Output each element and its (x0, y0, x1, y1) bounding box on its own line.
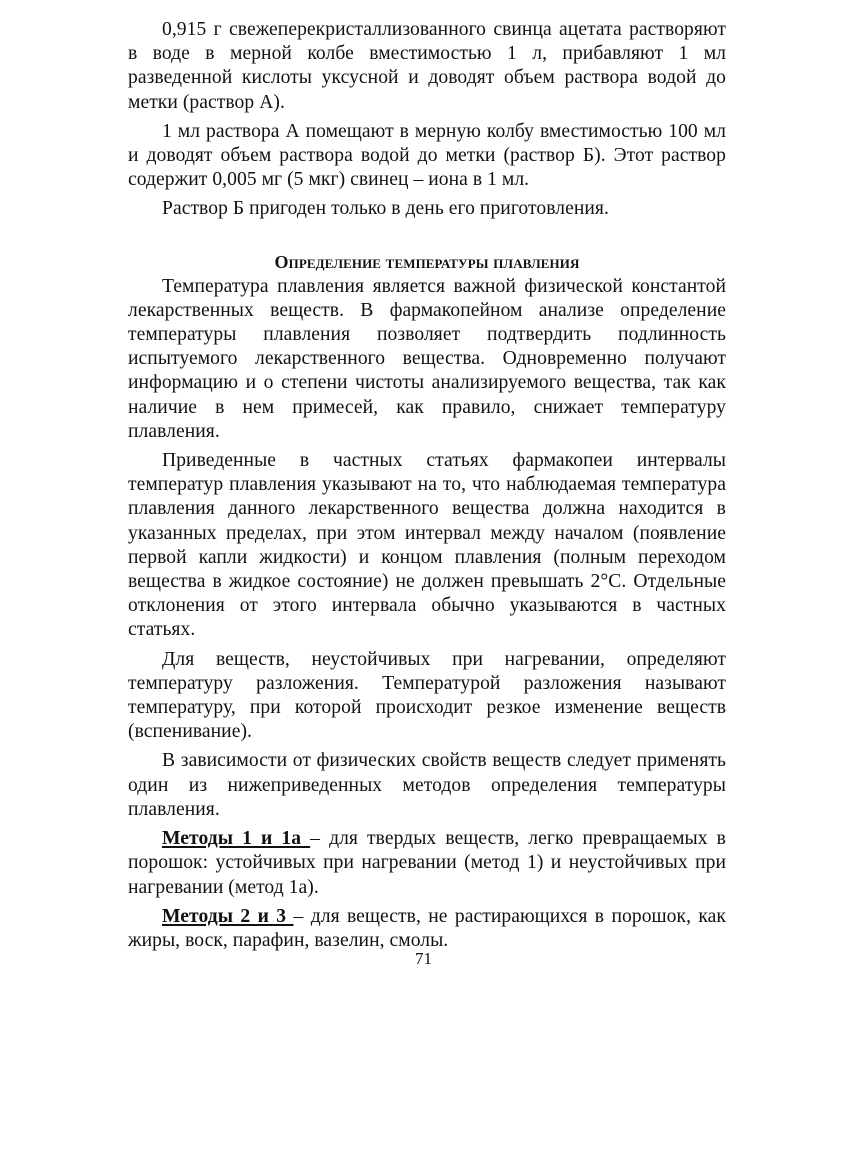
paragraph-solution-b: 1 мл раствора А помещают в мерную колбу вместимостью 100 мл и доводят объем раствора водой до метки (раствор Б). Этот раствор содержит 0,005 мг (5 мкг) свинец – иона в 1 мл. (128, 120, 726, 191)
method-label: Методы 2 и 3 (162, 905, 294, 927)
method-label: Методы 1 и 1а (162, 828, 311, 850)
paragraph-decomposition: Для веществ, неустойчивых при нагревании, определяют температуру разложения. Температурой разложения называют температуру, при которой происходит резкое изменение веществ (вспенивание). (128, 648, 726, 743)
paragraph-melting-intervals: Приведенные в частных статьях фармакопеи интервалы температур плавления указывают на то, что наблюдаемая температура плавления данного лекарственного вещества должна находится в указанных пределах, при этом интервал между началом (появление первой капли жидкости) и концом плавления (полным переходом вещества в жидкое состояние) не должен превышать 2°С. Отдельные отклонения от этого интервала обычно указываются в частных статьях. (128, 450, 726, 641)
paragraph-solution-b-note: Раствор Б пригоден только в день его приготовления. (162, 198, 609, 220)
method-description: – для веществ, не растирающихся в порошок, как жиры, воск, парафин, вазелин, смолы. (128, 905, 726, 951)
paragraph-methods-2-3 (128, 905, 726, 953)
method-description: – для твердых веществ, легко превращаемых в порошок: устойчивых при нагревании (метод 1) и неустойчивых при нагревании (метод 1а). (128, 828, 726, 898)
paragraph-solution-a: 0,915 г свежеперекристаллизованного свинца ацетата растворяют в воде в мерной колбе вместимостью 1 л, прибавляют 1 мл разведенной кислоты уксусной и доводят объем раствора водой до метки (раствор А). (128, 19, 726, 113)
paragraph-methods-1-1a (128, 827, 726, 900)
page-text (128, 18, 726, 953)
paragraph-melting-intro: Температура плавления является важной физической константой лекарственных веществ. В фармакопейном анализе определение температуры плавления позволяет подтвердить подлинность испытуемого лекарственного вещества. Одновременно получают информацию и о степени чистоты анализируемого вещества, так как наличие в нем примесей, как правило, снижает температуру плавления. (128, 275, 726, 442)
paragraph-method-choice: В зависимости от физических свойств веществ следует применять один из нижеприведенных методов определения температуры плавления. (128, 750, 726, 820)
page-number: 71 (415, 949, 432, 968)
section-heading: Определение температуры плавления (274, 251, 580, 272)
